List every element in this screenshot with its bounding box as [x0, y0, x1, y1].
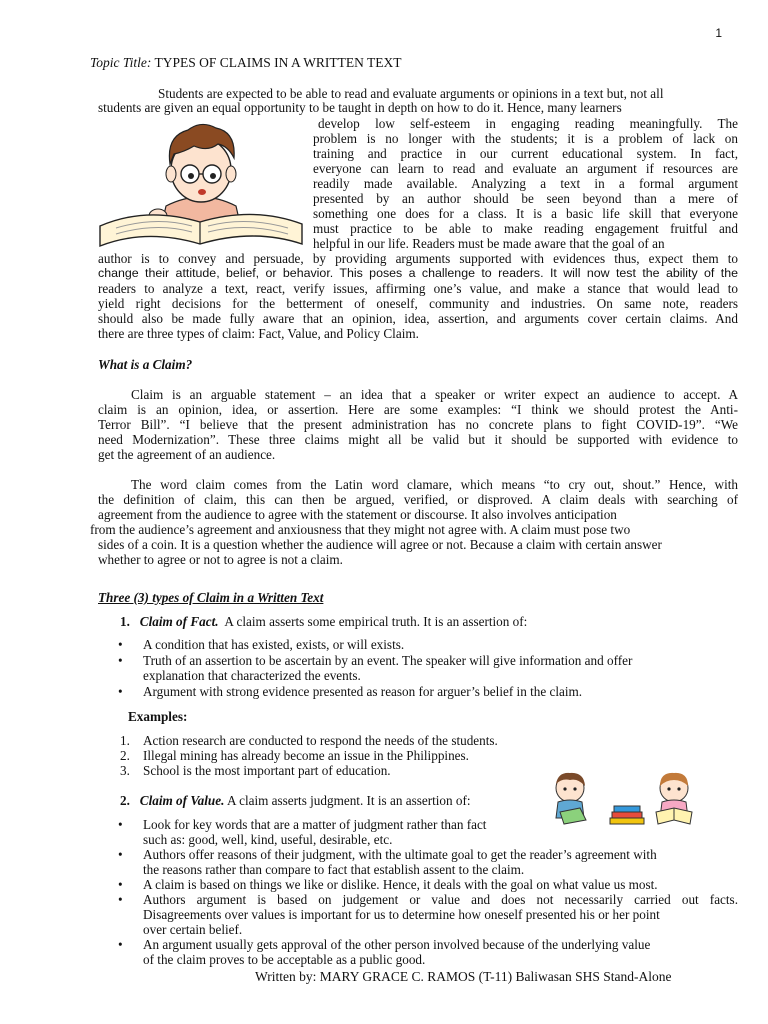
intro-line: author is to convey and persuade, by providing arguments supported with evidences thus, expect them to [98, 251, 738, 266]
bullet-glyph: • [118, 637, 123, 652]
intro-line: students are given an equal opportunity to be taught in depth on how to do it. Hence, many learners [98, 100, 622, 115]
example-number: 1. [120, 733, 130, 748]
intro-line: there are three types of claim: Fact, Value, and Policy Claim. [98, 326, 419, 341]
intro-line: readers to analyze a text, react, verify issues, affirming one’s value, and make a stance that would lead to [98, 281, 738, 296]
value-number: 2. [120, 793, 130, 808]
intro-line: helpful in our life. Readers must be made aware that the goal of an [313, 236, 665, 251]
intro-line: change their attitude, belief, or behavior. This poses a challenge to readers. It will now test the ability of the [98, 266, 738, 280]
topic-text: TYPES OF CLAIMS IN A WRITTEN TEXT [154, 55, 402, 70]
fact-bullet: explanation that characterized the events. [143, 668, 361, 683]
word-line: The word claim comes from the Latin word clamare, which means “to cry out, shout.” Hence, with [131, 477, 738, 492]
intro-line: everyone can learn to read and evaluate an argument if resources are [313, 161, 738, 176]
value-bullet: A claim is based on things we like or dislike. Hence, it deals with the goal on what value us most. [143, 877, 658, 892]
intro-line: readily made available. Analyzing a text in a formal argument [313, 176, 738, 191]
fact-number: 1. [120, 614, 130, 629]
author-footer: Written by: MARY GRACE C. RAMOS (T-11) Baliwasan SHS Stand-Alone [255, 969, 672, 984]
intro-line: presented by an author should be seen beyond than a mere of [313, 191, 738, 206]
what-is-claim-heading: What is a Claim? [98, 357, 193, 372]
word-line: whether to agree or not to agree is not a claim. [98, 552, 343, 567]
claim-line: Claim is an arguable statement – an idea that a speaker or writer expect an audience to accept. A [131, 387, 738, 402]
intro-line: problem is no longer with the students; it is a problem of lack on [313, 131, 738, 146]
bullet-glyph: • [118, 892, 123, 907]
word-line: agreement from the audience to agree with the statement or discourse. It also involves anticipation [98, 507, 617, 522]
intro-line: training and practice in our current educational system. In fact, [313, 146, 738, 161]
value-bullet: An argument usually gets approval of the other person involved because of the underlying value [143, 937, 651, 952]
fact-heading [120, 614, 527, 629]
types-heading: Three (3) types of Claim in a Written Text [98, 590, 324, 605]
fact-bullet: Truth of an assertion to be ascertain by an event. The speaker will give information and offer [143, 653, 633, 668]
value-title: Claim of Value. [139, 793, 225, 808]
claim-line: Terror Bill”. “I believe that the present administration has no concrete plans to fight COVID-19”. “We [98, 417, 738, 432]
topic-title [90, 55, 402, 70]
value-bullet: Disagreements over values is important for us to determine how oneself presented his or her point [143, 907, 660, 922]
intro-line: yield right decisions for the betterment of oneself, community and industries. On same note, readers [98, 296, 738, 311]
word-line: the definition of claim, this can then be argued, verified, or disproved. A claim deals with searching of [98, 492, 738, 507]
value-bullet: such as: good, well, kind, useful, desirable, etc. [143, 832, 393, 847]
value-heading [120, 793, 471, 808]
page-number: 1 [715, 26, 722, 40]
bullet-glyph: • [118, 847, 123, 862]
claim-line: need Modernization”. These three claims might all be valid but it should be supported with evidence to [98, 432, 738, 447]
fact-desc: A claim asserts some empirical truth. It is an assertion of: [224, 614, 528, 629]
bullet-glyph: • [118, 684, 123, 699]
value-bullet: Look for key words that are a matter of judgment rather than fact [143, 817, 487, 832]
intro-line: develop low self-esteem in engaging reading meaningfully. The [318, 116, 738, 131]
reading-boy-illustration [96, 118, 308, 250]
fact-bullet: Argument with strong evidence presented as reason for arguer’s belief in the claim. [143, 684, 583, 699]
example-number: 2. [120, 748, 130, 763]
value-bullet: Authors offer reasons of their judgment, with the ultimate goal to get the reader’s agreement with [143, 847, 657, 862]
value-bullet: over certain belief. [143, 922, 243, 937]
intro-line: Students are expected to be able to read and evaluate arguments or opinions in a text but, not all [158, 86, 664, 101]
claim-line: claim is an opinion, idea, or assertion. Here are some examples: “I think we should protest the Anti- [98, 402, 738, 417]
kids-reading-illustration [540, 768, 712, 832]
intro-line: should also be made fully aware that an opinion, idea, assertion, and arguments cover certain claims. And [98, 311, 738, 326]
word-line: sides of a coin. It is a question whether the audience will agree or not. Because a claim with certain answer [98, 537, 662, 552]
value-bullet: the reasons rather than compare to fact that establish assent to the claim. [143, 862, 525, 877]
value-desc: A claim asserts judgment. It is an assertion of: [227, 793, 471, 808]
word-line: from the audience’s agreement and anxiousness that they might not agree with. A claim must pose two [90, 522, 631, 537]
example-item: Action research are conducted to respond the needs of the students. [143, 733, 498, 748]
bullet-glyph: • [118, 937, 123, 952]
value-bullet: Authors argument is based on judgement or value and does not necessarily carried out facts. [143, 892, 738, 907]
intro-line: must practice to be able to make reading engagement fruitful and [313, 221, 738, 236]
bullet-glyph: • [118, 817, 123, 832]
fact-title: Claim of Fact. [139, 614, 219, 629]
bullet-glyph: • [118, 653, 123, 668]
claim-line: get the agreement of an audience. [98, 447, 276, 462]
examples-label: Examples: [128, 709, 188, 724]
intro-line: something one does for a class. It is a basic life skill that everyone [313, 206, 738, 221]
example-number: 3. [120, 763, 130, 778]
topic-label: Topic Title: [90, 55, 152, 70]
example-item: Illegal mining has already become an issue in the Philippines. [143, 748, 469, 763]
fact-bullet: A condition that has existed, exists, or will exists. [143, 637, 405, 652]
bullet-glyph: • [118, 877, 123, 892]
value-bullet: of the claim proves to be acceptable as a public good. [143, 952, 426, 967]
example-item: School is the most important part of education. [143, 763, 391, 778]
